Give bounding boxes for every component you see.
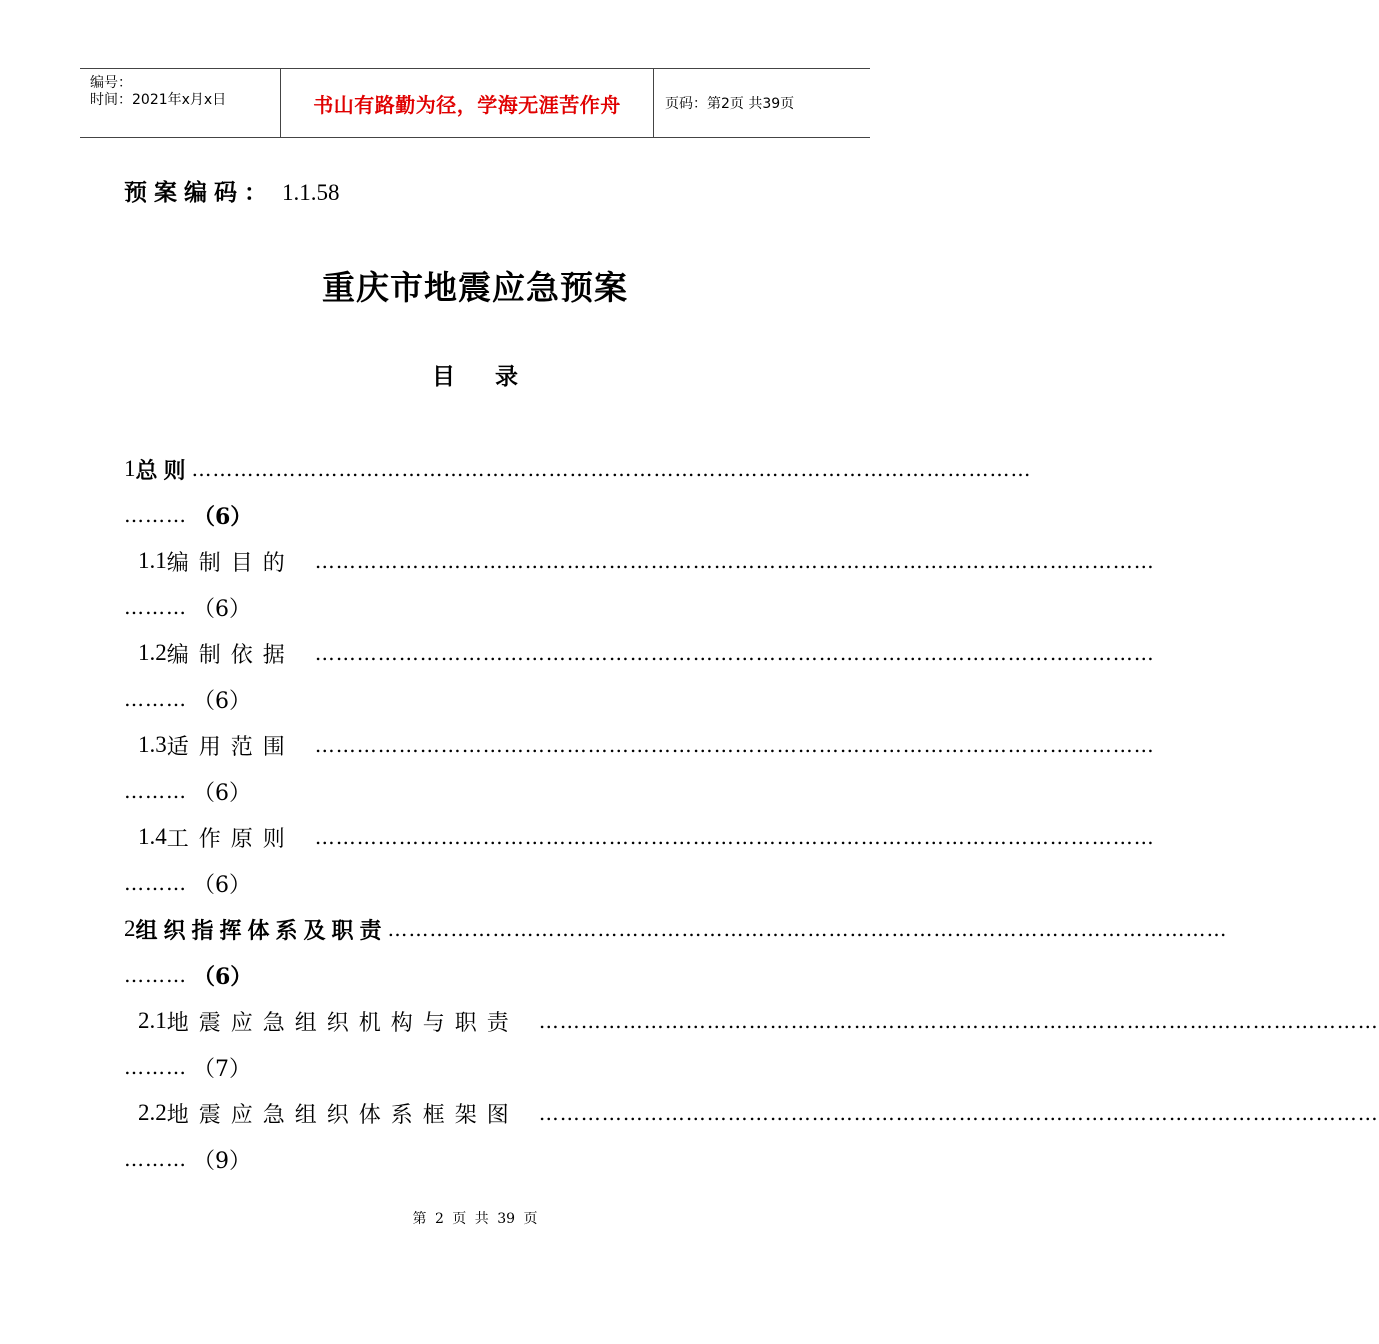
time-label: 时间：2021年x月x日: [90, 92, 227, 108]
toc-number: 1: [124, 456, 136, 481]
toc-leader: …………………………………………………………………………………………………………: [314, 641, 1155, 665]
header-page-cell: [653, 69, 870, 137]
toc-title: 工作原则: [166, 826, 295, 852]
toc-title: 总则: [135, 458, 192, 484]
header-page-info: 页码：第2页 共39页: [665, 96, 795, 112]
toc-leader: …………………………………………………………………………………………………………: [314, 549, 1155, 573]
toc-entry[interactable]: [124, 538, 1155, 630]
toc-page: （6）: [193, 596, 251, 622]
toc-entry[interactable]: [124, 814, 1155, 906]
toc-page: （6）: [193, 503, 253, 530]
toc-number: 1.1: [138, 548, 167, 573]
page-footer: 第 2 页 共 39 页: [412, 1211, 538, 1227]
toc-page: （7）: [193, 1056, 251, 1082]
toc-entry[interactable]: [124, 722, 1155, 814]
header-meta-cell: [80, 69, 280, 137]
toc-title: 编制依据: [166, 642, 295, 668]
plan-code-label: 预案编码：: [124, 180, 274, 206]
toc-entry[interactable]: [124, 1090, 1379, 1182]
toc-leader: …………………………………………………………………………………………………………: [538, 1101, 1379, 1125]
plan-code: [124, 174, 340, 207]
header-motto-cell: [280, 69, 654, 137]
toc-number: 1.2: [138, 640, 167, 665]
toc-number: 1.3: [138, 732, 167, 757]
toc-title: 组织指挥体系及职责: [135, 918, 388, 944]
toc-heading: 目录: [432, 364, 558, 390]
toc-page: （6）: [193, 688, 251, 714]
toc-leader: ………: [124, 1055, 187, 1079]
toc-leader: …………………………………………………………………………………………………………: [538, 1009, 1379, 1033]
toc-leader: ………: [124, 779, 187, 803]
toc-leader: ………: [124, 1147, 187, 1171]
motto-text: 书山有路勤为径，学海无涯苦作舟: [313, 92, 621, 117]
toc-leader: ………: [124, 687, 187, 711]
toc-leader: …………………………………………………………………………………………………………: [314, 733, 1155, 757]
toc-leader: ………: [124, 871, 187, 895]
toc-page: （6）: [193, 872, 251, 898]
toc-number: 2: [124, 916, 136, 941]
plan-code-value: 1.1.58: [282, 180, 340, 205]
toc-page: （9）: [193, 1148, 251, 1174]
toc-leader: ………: [124, 963, 187, 987]
page-header: [80, 68, 870, 138]
toc-title: 地震应急组织机构与职责: [166, 1010, 519, 1036]
table-of-contents: [124, 446, 1379, 1182]
number-label: 编号：: [90, 75, 132, 91]
toc-title: 编制目的: [166, 550, 295, 576]
toc-entry[interactable]: [124, 446, 1032, 538]
toc-entry[interactable]: [124, 998, 1379, 1090]
toc-leader: ………: [124, 595, 187, 619]
toc-leader: …………………………………………………………………………………………………………: [314, 825, 1155, 849]
toc-title: 适用范围: [166, 734, 295, 760]
toc-leader: …………………………………………………………………………………………………………: [387, 917, 1228, 941]
toc-title: 地震应急组织体系框架图: [166, 1102, 519, 1128]
toc-number: 1.4: [138, 824, 167, 849]
toc-leader: ………: [124, 503, 187, 527]
toc-entry[interactable]: [124, 906, 1228, 998]
toc-number: 2.2: [138, 1100, 167, 1125]
toc-page: （6）: [193, 780, 251, 806]
toc-leader: …………………………………………………………………………………………………………: [191, 457, 1032, 481]
toc-page: （6）: [193, 963, 253, 990]
toc-entry[interactable]: [124, 630, 1155, 722]
toc-number: 2.1: [138, 1008, 167, 1033]
document-title: 重庆市地震应急预案: [322, 268, 628, 307]
